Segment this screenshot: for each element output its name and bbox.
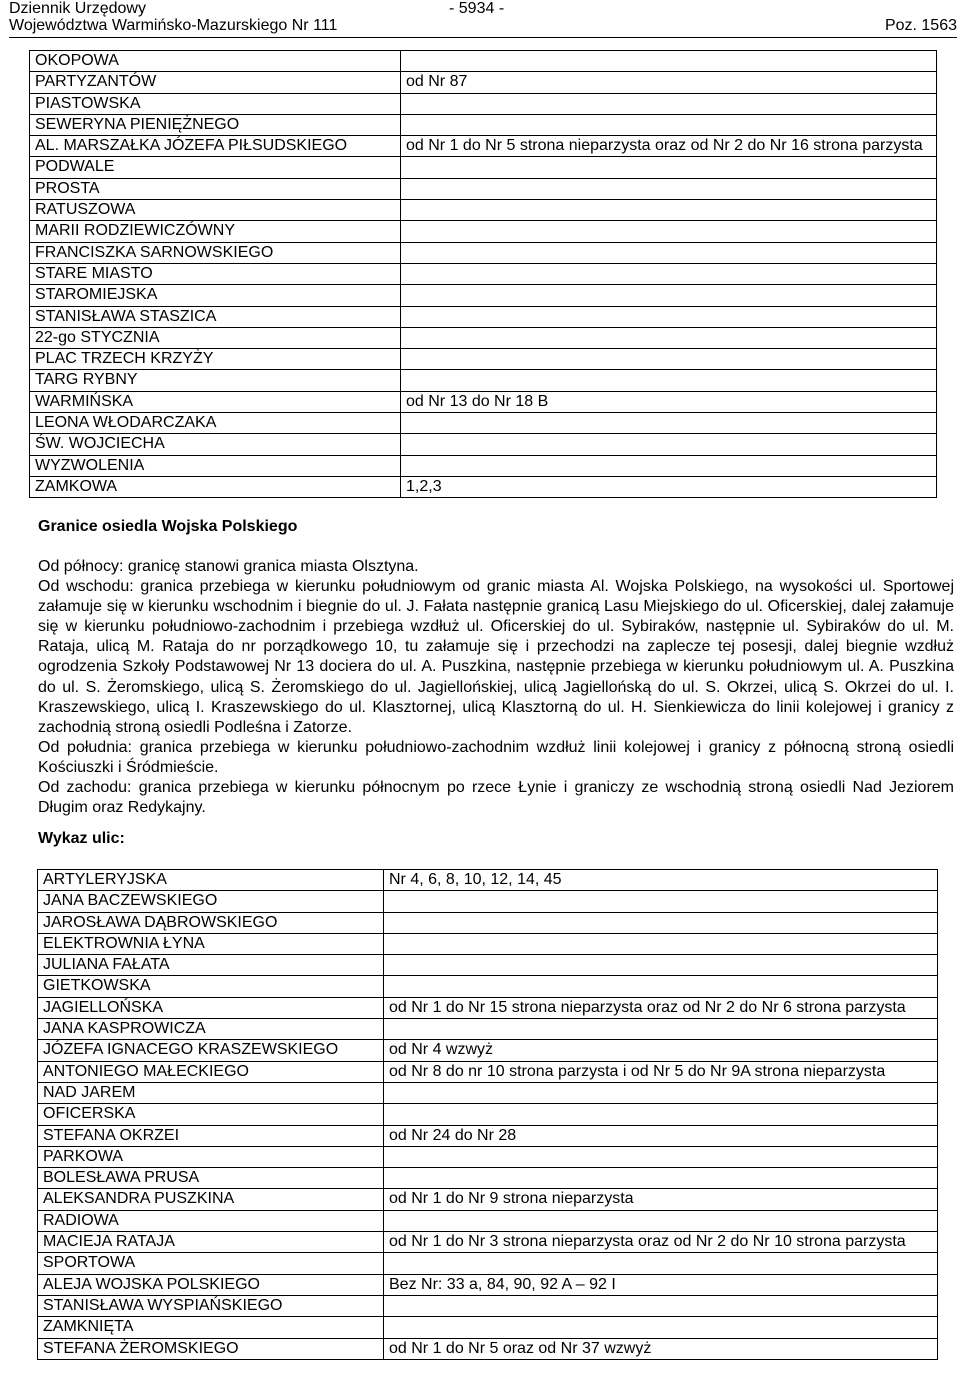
number-range: od Nr 24 do Nr 28 bbox=[384, 1125, 938, 1146]
table-row bbox=[38, 1019, 938, 1040]
street-name: FRANCISZKA SARNOWSKIEGO bbox=[30, 242, 401, 263]
number-range: od Nr 1 do Nr 9 strona nieparzysta bbox=[384, 1189, 938, 1210]
table-row bbox=[38, 1125, 938, 1146]
number-range bbox=[384, 1317, 938, 1338]
table-row bbox=[38, 1338, 938, 1359]
table-row bbox=[30, 136, 937, 157]
number-range bbox=[384, 1019, 938, 1040]
granice-description bbox=[38, 557, 954, 818]
number-range: 1,2,3 bbox=[401, 476, 937, 497]
table-row bbox=[38, 1146, 938, 1167]
street-name: NAD JAREM bbox=[38, 1082, 384, 1103]
street-name: WYZWOLENIA bbox=[30, 455, 401, 476]
table-row bbox=[38, 1274, 938, 1295]
table-row bbox=[30, 413, 937, 434]
table-row bbox=[38, 1189, 938, 1210]
street-name: ELEKTROWNIA ŁYNA bbox=[38, 933, 384, 954]
number-range bbox=[401, 285, 937, 306]
street-name: OFICERSKA bbox=[38, 1104, 384, 1125]
table-row bbox=[30, 114, 937, 135]
table-row bbox=[38, 891, 938, 912]
number-range bbox=[401, 434, 937, 455]
number-range bbox=[401, 263, 937, 284]
table-row bbox=[30, 306, 937, 327]
street-name: PARTYZANTÓW bbox=[30, 72, 401, 93]
street-name: MARII RODZIEWICZÓWNY bbox=[30, 221, 401, 242]
street-name: STARE MIASTO bbox=[30, 263, 401, 284]
street-name: AL. MARSZAŁKA JÓZEFA PIŁSUDSKIEGO bbox=[30, 136, 401, 157]
number-range bbox=[384, 933, 938, 954]
number-range bbox=[401, 413, 937, 434]
table-row bbox=[30, 327, 937, 348]
street-name: RATUSZOWA bbox=[30, 200, 401, 221]
street-name: GIETKOWSKA bbox=[38, 976, 384, 997]
table-row bbox=[38, 1232, 938, 1253]
street-name: ANTONIEGO MAŁECKIEGO bbox=[38, 1061, 384, 1082]
number-range: od Nr 1 do Nr 3 strona nieparzysta oraz od Nr 2 do Nr 10 strona parzysta bbox=[384, 1232, 938, 1253]
street-name: 22-go STYCZNIA bbox=[30, 327, 401, 348]
street-name: RADIOWA bbox=[38, 1210, 384, 1231]
streets-table-2 bbox=[37, 869, 938, 1360]
number-range bbox=[384, 1210, 938, 1231]
street-name: PIASTOWSKA bbox=[30, 93, 401, 114]
street-name: TARG RYBNY bbox=[30, 370, 401, 391]
number-range bbox=[384, 1253, 938, 1274]
number-range bbox=[401, 157, 937, 178]
street-name: STANISŁAWA WYSPIAŃSKIEGO bbox=[38, 1295, 384, 1316]
table-row bbox=[38, 1317, 938, 1338]
header-rule bbox=[9, 37, 957, 38]
street-name: ZAMKNIĘTA bbox=[38, 1317, 384, 1338]
number-range: od Nr 4 wzwyż bbox=[384, 1040, 938, 1061]
number-range bbox=[401, 327, 937, 348]
number-range bbox=[401, 306, 937, 327]
street-name: STANISŁAWA STASZICA bbox=[30, 306, 401, 327]
street-name: ALEKSANDRA PUSZKINA bbox=[38, 1189, 384, 1210]
table-row bbox=[30, 242, 937, 263]
street-name: ARTYLERYJSKA bbox=[38, 870, 384, 891]
number-range bbox=[384, 912, 938, 933]
granice-title: Granice osiedla Wojska Polskiego bbox=[38, 518, 298, 535]
number-range bbox=[401, 93, 937, 114]
boundary-east: Od wschodu: granica przebiega w kierunku południowym od granic miasta Al. Wojska Polskiego, na wysokości ul. Sportowej załamuje się w kierunku wschodnim i biegnie do ul. J. Fałata następnie granicą Lasu Miejskiego do ul. Oficerskiej, dalej załamuje się w kierunku południowo-zachodnim i przebiega wzdłuż ul. Oficerskiej do ul. Sybiraków, następnie ul. Sybiraków do ul. M. Rataja, ulicą M. Rataja do nr porządkowego 10, tu załamuje się i przechodzi na zaplecze tej posesji, dalej biegnie wzdłuż ogrodzenia Szkoły Podstawowej Nr 13 dociera do ul. A. Puszkina, następnie przebiega w kierunku południowym ul. A. Puszkina do ul. S. Żeromskiego, ulicą S. Żeromskiego do ul. Jagiellońskiej, ulicą Jagiellońską do ul. S. Okrzei, ulicą S. Okrzei do ul. I. Kraszewskiego, ulicą I. Kraszewskiego do ul. Klasztornej, ulicą Klasztorną do ul. H. Sienkiewicza do linii kolejowej i granicy z zachodnią stroną osiedli Podleśna i Zatorze. bbox=[38, 578, 954, 736]
street-name: ALEJA WOJSKA POLSKIEGO bbox=[38, 1274, 384, 1295]
number-range bbox=[401, 242, 937, 263]
street-name: JANA KASPROWICZA bbox=[38, 1019, 384, 1040]
street-name: JÓZEFA IGNACEGO KRASZEWSKIEGO bbox=[38, 1040, 384, 1061]
position-number: Poz. 1563 bbox=[884, 17, 957, 34]
street-name: SEWERYNA PIENIĘŻNEGO bbox=[30, 114, 401, 135]
table-row bbox=[30, 476, 937, 497]
street-name: BOLESŁAWA PRUSA bbox=[38, 1168, 384, 1189]
number-range: od Nr 8 do nr 10 strona parzysta i od Nr 5 do Nr 9A strona nieparzysta bbox=[384, 1061, 938, 1082]
street-name: JAGIELLOŃSKA bbox=[38, 997, 384, 1018]
number-range bbox=[384, 1146, 938, 1167]
street-name: OKOPOWA bbox=[30, 51, 401, 72]
streets-table-1 bbox=[29, 50, 937, 498]
number-range bbox=[384, 1168, 938, 1189]
street-name: JANA BACZEWSKIEGO bbox=[38, 891, 384, 912]
table-row bbox=[38, 997, 938, 1018]
table-row bbox=[30, 349, 937, 370]
table-row bbox=[30, 178, 937, 199]
number-range bbox=[384, 976, 938, 997]
street-name: JULIANA FAŁATA bbox=[38, 955, 384, 976]
table-row bbox=[30, 157, 937, 178]
table-row bbox=[38, 1168, 938, 1189]
table-row bbox=[38, 1061, 938, 1082]
number-range: od Nr 1 do Nr 5 strona nieparzysta oraz od Nr 2 do Nr 16 strona parzysta bbox=[401, 136, 937, 157]
number-range bbox=[384, 1104, 938, 1125]
table-row bbox=[38, 933, 938, 954]
table-row bbox=[30, 200, 937, 221]
table-row bbox=[38, 1082, 938, 1103]
table-row bbox=[38, 1104, 938, 1125]
street-name: WARMIŃSKA bbox=[30, 391, 401, 412]
page-number: - 5934 - bbox=[449, 0, 505, 17]
journal-title: Dziennik Urzędowy bbox=[9, 0, 146, 17]
number-range bbox=[401, 349, 937, 370]
number-range: Bez Nr: 33 a, 84, 90, 92 A – 92 I bbox=[384, 1274, 938, 1295]
street-name: ZAMKOWA bbox=[30, 476, 401, 497]
journal-region: Województwa Warmińsko-Mazurskiego Nr 111 bbox=[9, 17, 338, 34]
street-name: STEFANA ŻEROMSKIEGO bbox=[38, 1338, 384, 1359]
table-row bbox=[30, 285, 937, 306]
table-row bbox=[30, 391, 937, 412]
number-range bbox=[401, 51, 937, 72]
streets-table-2-body bbox=[38, 870, 938, 1360]
page-header bbox=[9, 0, 957, 38]
number-range bbox=[401, 455, 937, 476]
table-row bbox=[38, 1253, 938, 1274]
table-row bbox=[30, 221, 937, 242]
table-row bbox=[30, 72, 937, 93]
number-range bbox=[384, 891, 938, 912]
table-row bbox=[30, 93, 937, 114]
table-row bbox=[38, 955, 938, 976]
table-row bbox=[38, 1210, 938, 1231]
street-name: MACIEJA RATAJA bbox=[38, 1232, 384, 1253]
boundary-west: Od zachodu: granica przebiega w kierunku północnym po rzece Łynie i graniczy ze wschodnią stroną osiedli Nad Jeziorem Długim oraz Redykajny. bbox=[38, 779, 954, 817]
number-range: od Nr 1 do Nr 5 oraz od Nr 37 wzwyż bbox=[384, 1338, 938, 1359]
table-row bbox=[30, 263, 937, 284]
number-range bbox=[401, 114, 937, 135]
number-range bbox=[401, 221, 937, 242]
street-name: PLAC TRZECH KRZYŻY bbox=[30, 349, 401, 370]
number-range bbox=[384, 955, 938, 976]
number-range bbox=[401, 370, 937, 391]
table-row bbox=[30, 370, 937, 391]
wykaz-title: Wykaz ulic: bbox=[38, 830, 125, 847]
streets-table-1-body bbox=[30, 51, 937, 498]
street-name: JAROSŁAWA DĄBROWSKIEGO bbox=[38, 912, 384, 933]
number-range: Nr 4, 6, 8, 10, 12, 14, 45 bbox=[384, 870, 938, 891]
street-name: PODWALE bbox=[30, 157, 401, 178]
number-range bbox=[384, 1082, 938, 1103]
boundary-north: Od północy: granicę stanowi granica miasta Olsztyna. bbox=[38, 558, 419, 575]
table-row bbox=[30, 51, 937, 72]
number-range: od Nr 1 do Nr 15 strona nieparzysta oraz od Nr 2 do Nr 6 strona parzysta bbox=[384, 997, 938, 1018]
number-range bbox=[384, 1295, 938, 1316]
table-row bbox=[30, 455, 937, 476]
street-name: ŚW. WOJCIECHA bbox=[30, 434, 401, 455]
street-name: STAROMIEJSKA bbox=[30, 285, 401, 306]
table-row bbox=[38, 1040, 938, 1061]
table-row bbox=[38, 912, 938, 933]
number-range bbox=[401, 178, 937, 199]
boundary-south: Od południa: granica przebiega w kierunku południowo-zachodnim wzdłuż linii kolejowej i granicy z północną stroną osiedli Kościuszki i Śródmieście. bbox=[38, 738, 954, 776]
street-name: PROSTA bbox=[30, 178, 401, 199]
table-row bbox=[30, 434, 937, 455]
table-row bbox=[38, 1295, 938, 1316]
street-name: PARKOWA bbox=[38, 1146, 384, 1167]
number-range: od Nr 13 do Nr 18 B bbox=[401, 391, 937, 412]
number-range: od Nr 87 bbox=[401, 72, 937, 93]
street-name: STEFANA OKRZEI bbox=[38, 1125, 384, 1146]
number-range bbox=[401, 200, 937, 221]
table-row bbox=[38, 870, 938, 891]
street-name: SPORTOWA bbox=[38, 1253, 384, 1274]
street-name: LEONA WŁODARCZAKA bbox=[30, 413, 401, 434]
table-row bbox=[38, 976, 938, 997]
